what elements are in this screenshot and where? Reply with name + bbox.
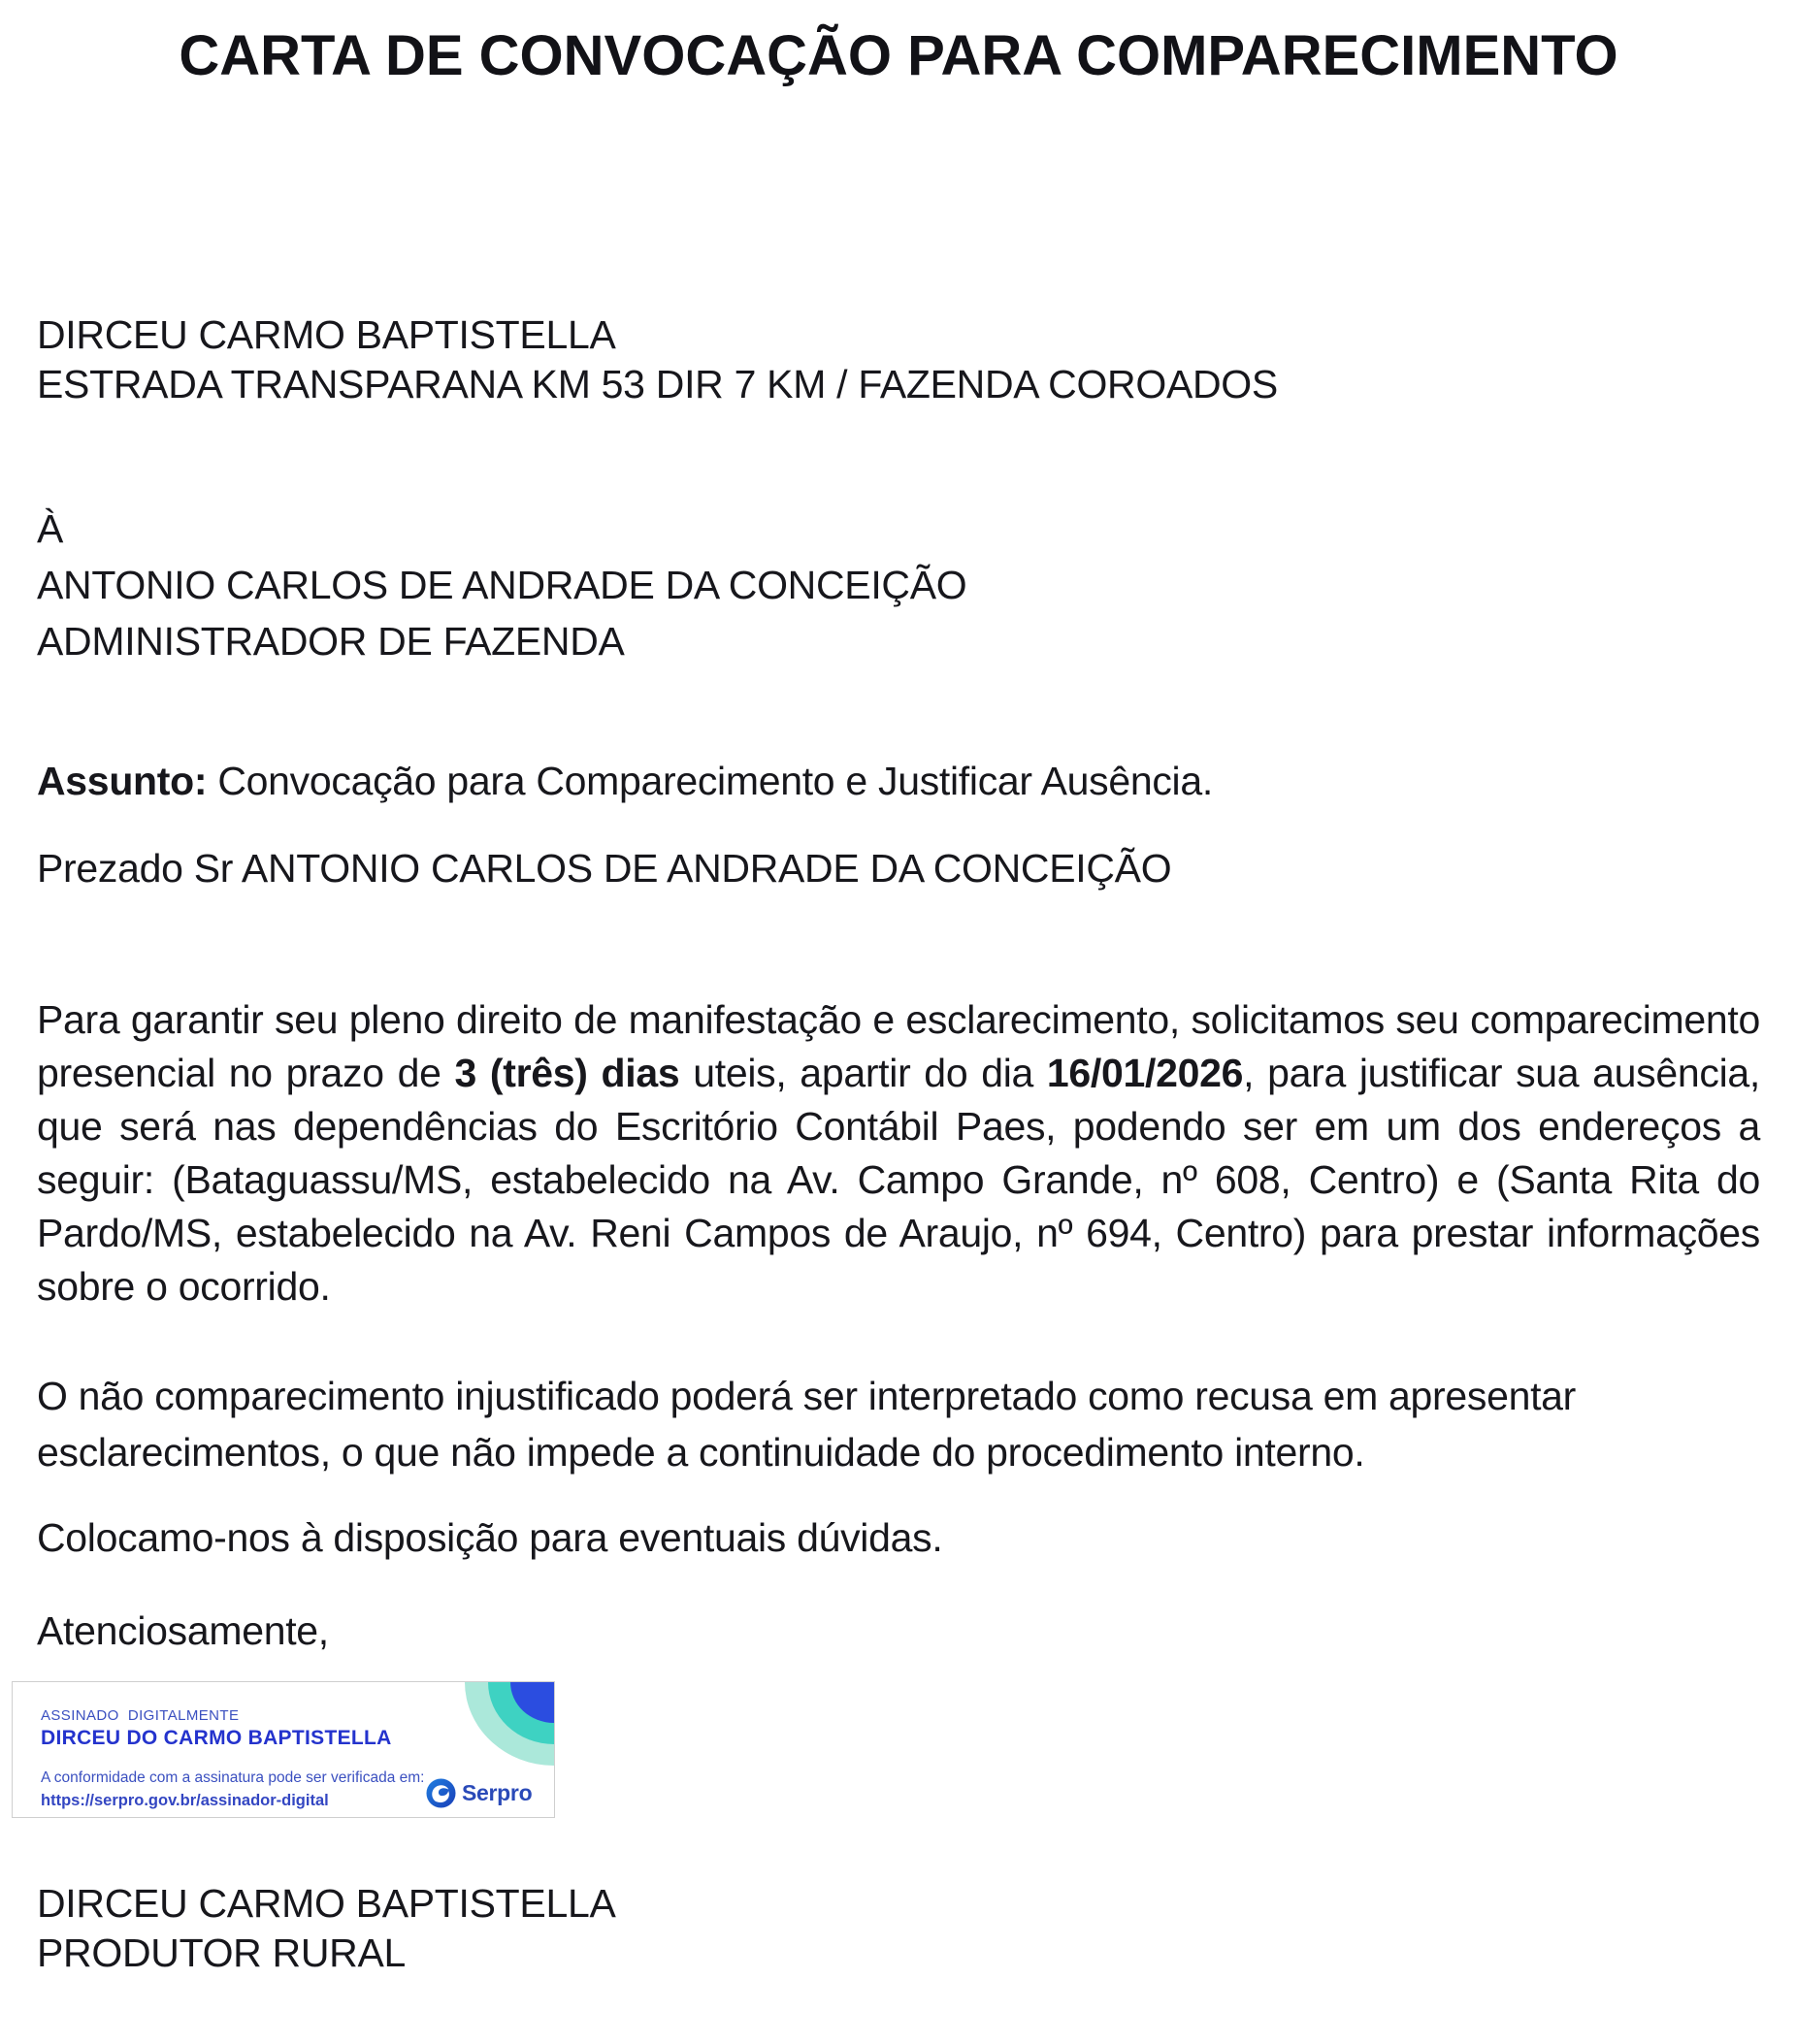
body-paragraph-1: [37, 993, 1760, 1314]
sender-block: [37, 310, 1760, 409]
recipient-block: [37, 501, 1760, 669]
closing-line: Atenciosamente,: [37, 1608, 329, 1653]
serpro-wordmark: Serpro: [462, 1780, 533, 1805]
serpro-logo: [426, 1778, 532, 1808]
body-paragraph-3: Colocamo-nos à disposição para eventuais dúvidas.: [37, 1515, 943, 1560]
paragraph1-bold-date: 16/01/2026: [1046, 1051, 1244, 1095]
signed-digitally-label: ASSINADO DIGITALMENTE: [41, 1707, 240, 1724]
greeting-line: Prezado Sr ANTONIO CARLOS DE ANDRADE DA CONCEIÇÃO: [37, 846, 1172, 891]
paragraph1-segment: Para garantir seu pleno direito de manifestação e esclarecimento, solicitamos seu comparecimento presencial no prazo de: [37, 997, 1760, 1095]
recipient-salutation: À: [37, 506, 64, 551]
sender-name: DIRCEU CARMO BAPTISTELLA: [37, 312, 616, 357]
signature-verify-url: https://serpro.gov.br/assinador-digital: [41, 1792, 329, 1809]
footer-role: PRODUTOR RURAL: [37, 1930, 407, 1975]
paragraph1-segment: , para justificar sua ausência, que será nas dependências do Escritório Contábil Paes, podendo ser em um dos endereços a seguir: (Bataguassu/MS, estabelecido na Av. Campo Grande, nº 608, Centro) e (Santa Rita do Pardo/MS, estabelecido na Av. Reni Campos de Araujo, nº 694, Centro) para prestar informações sobre o ocorrido.: [37, 1051, 1760, 1309]
footer-name: DIRCEU CARMO BAPTISTELLA: [37, 1881, 616, 1926]
sender-address: ESTRADA TRANSPARANA KM 53 DIR 7 KM / FAZENDA COROADOS: [37, 362, 1278, 406]
paragraph1-segment: uteis, apartir do dia: [679, 1051, 1047, 1095]
recipient-name: ANTONIO CARLOS DE ANDRADE DA CONCEIÇÃO: [37, 563, 967, 607]
digital-signature-stamp: [12, 1681, 555, 1818]
signature-footer-block: [37, 1879, 1760, 1978]
page-title: CARTA DE CONVOCAÇÃO PARA COMPARECIMENTO: [179, 24, 1618, 87]
subject-text: Convocação para Comparecimento e Justificar Ausência.: [207, 759, 1213, 803]
body-paragraph-2: O não comparecimento injustificado poderá ser interpretado como recusa em apresentar esclarecimentos, o que não impede a continuidade do procedimento interno.: [37, 1374, 1577, 1475]
serpro-swirl-icon: [426, 1778, 456, 1808]
signature-verify-text: A conformidade com a assinatura pode ser verificada em:: [41, 1769, 425, 1786]
paragraph1-bold-deadline: 3 (três) dias: [454, 1051, 680, 1095]
signer-name: DIRCEU DO CARMO BAPTISTELLA: [41, 1727, 392, 1749]
subject-line: [37, 757, 1760, 806]
subject-label: Assunto:: [37, 759, 208, 803]
recipient-role: ADMINISTRADOR DE FAZENDA: [37, 619, 625, 664]
